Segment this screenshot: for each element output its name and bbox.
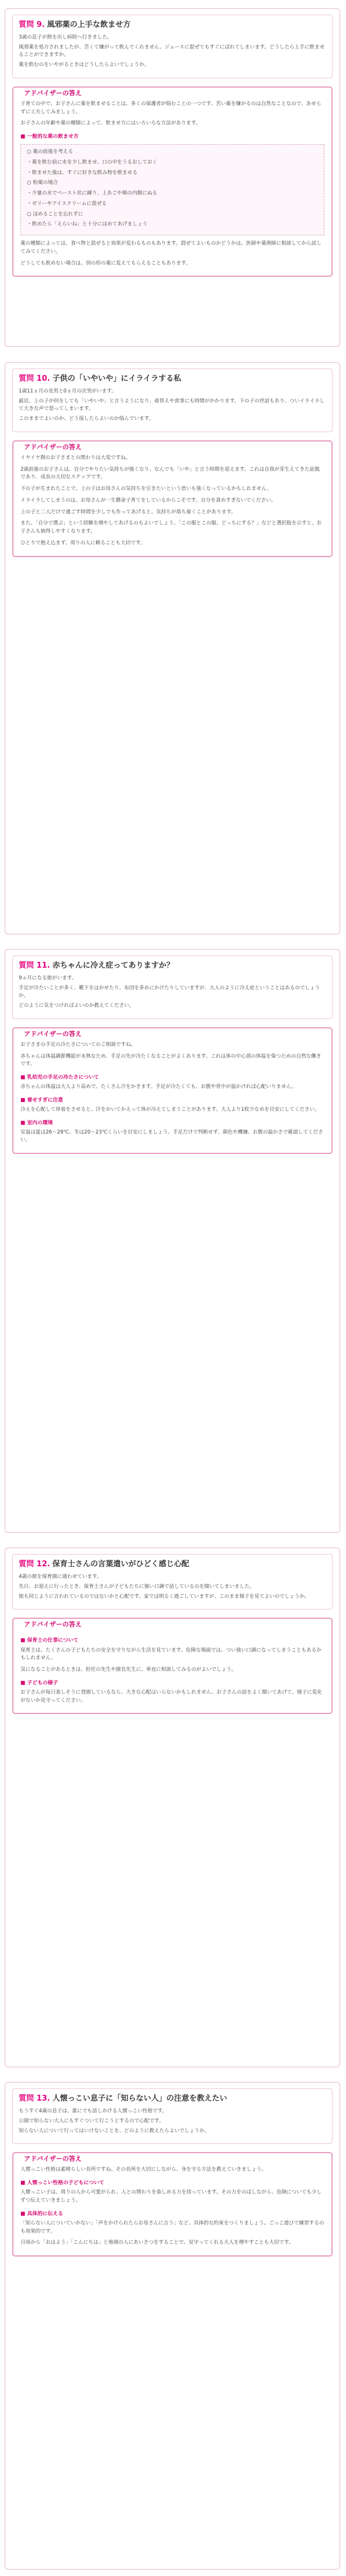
question-box (12, 15, 333, 78)
answer-box (12, 86, 333, 277)
answer-paragraph: 2歳前後のお子さんは、自分でやりたい気持ちが強くなり、なんでも「いや」と言う時期を迎えます。これは自我が芽生えてきた証拠であり、成長の大切なステップです。 (20, 466, 320, 481)
answer-heading: アドバイザーの答え (19, 1028, 86, 1039)
answer-paragraph: 冷えを心配して厚着をさせると、汗をかいてかえって体が冷えてしまうことがあります。大人より1枚少なめを目安にしてください。 (20, 1106, 320, 1113)
question-text (19, 34, 326, 69)
answer-paragraph: 上の子と二人だけで過ごす時間を少しでも作ってあげると、気持ちが落ち着くことがあります。 (20, 509, 236, 515)
answer-subheading: ■ 一般的な薬の飲ませ方 (20, 134, 79, 140)
answer-heading: アドバイザーの答え (19, 441, 86, 452)
answer-paragraph: お子さんの年齢や薬の種類によって、飲ませ方にはいろいろな方法があります。 (20, 120, 201, 127)
question-paragraph: 公園で知らない大人にもすぐついて行こうとするので心配です。 (19, 2118, 164, 2124)
answer-body (13, 99, 331, 268)
question-paragraph: 薬を飲むのをいやがるときはどうしたらよいでしょうか。 (19, 62, 150, 68)
question-paragraph: どのように気をつければよいのか教えてください。 (19, 1003, 134, 1009)
answer-paragraph: 子育ての中で、お子さんに薬を飲ませることは、多くの保護者が悩むことの一つです。苦い薬を嫌がるのは自然なことなので、あせらずに工夫してみましょう。 (20, 100, 321, 115)
tip-line: ・飲めたら「えらいね」と十分にほめてあげましょう (27, 221, 148, 228)
answer-heading: アドバイザーの答え (19, 88, 86, 98)
answer-paragraph: 薬の種類によっては、食べ物と混ぜると効果が変わるものもあります。混ぜてよいものかどうかは、医師や薬剤師に相談してから試してみてください。 (20, 241, 321, 255)
answer-subheading: ■ 人懐っこい性格の子どもについて (20, 2180, 105, 2186)
answer-paragraph: 室温は夏は26～28℃、冬は20～23℃くらいを目安にしましょう。手足だけで判断せず、顔色や機嫌、お腹の温かさで確認してください。 (20, 1129, 323, 1143)
answer-body (13, 453, 331, 548)
question-text (19, 2108, 326, 2136)
question-title-text: 子供の「いやいや」にイライラする私 (52, 374, 182, 383)
question-paragraph: 手足が冷たいことが多く、靴下をはかせたり、布団を多めにかけたりしていますが、大人のように冷え症ということはあるのでしょうか。 (19, 985, 320, 999)
answer-heading: アドバイザーの答え (19, 1619, 86, 1629)
answer-subheading: ■ 保育士の仕事について (20, 1638, 79, 1644)
tip-line: ○ ほめることを忘れずに (27, 211, 84, 217)
question-paragraph: 風邪薬を処方されましたが、苦くて嫌がって飲んでくれません。ジュースに混ぜてもすぐにばれてしまいます。どうしたら上手に飲ませることができますか。 (19, 44, 325, 58)
question-text (19, 1573, 326, 1601)
question-paragraph: 最近、上の子が何をしても「いやいや」と言うようになり、着替えや食事にも時間がかかります。下の子の世話もあり、ついイライラして大きな声で怒ってしまいます。 (19, 398, 325, 412)
question-number: 質問 11. (19, 961, 50, 970)
answer-paragraph: イヤイヤ期のお子さまとの関わりは大変ですね。 (20, 454, 131, 461)
question-paragraph: 4歳の娘を保育園に通わせています。 (19, 1573, 102, 1580)
question-box (12, 955, 333, 1019)
answer-box (12, 2152, 333, 2257)
qa-card-10 (5, 362, 340, 934)
question-title (19, 1559, 326, 1570)
answer-paragraph: 下の子が生まれたことで、上の子はお母さんの気持ちを引きたいという思いも強くなっているかもしれません。 (20, 486, 272, 492)
question-number: 質問 10. (19, 374, 50, 383)
question-paragraph: 9ヵ月になる娘がいます。 (19, 975, 77, 981)
question-paragraph: このままでよいのか、どう接したらよいのか悩んでいます。 (19, 416, 154, 422)
question-number: 質問 12. (19, 1560, 50, 1569)
answer-paragraph: 人懐っこい性格は素晴らしい長所ですね。その長所を大切にしながら、身を守る方法を教えていきましょう。 (20, 2167, 267, 2173)
answer-box (12, 440, 333, 557)
answer-body (13, 1040, 331, 1145)
tips-box (20, 144, 324, 235)
tip-line: ・飲ませた後は、すぐに好きな飲み物を飲ませる (27, 169, 138, 176)
question-paragraph: 娘も同じように言われているのではないかと心配です。家では明るく過ごしていますが、このまま様子を見てよいのでしょうか。 (19, 1594, 310, 1600)
answer-paragraph: 赤ちゃんは体温調節機能が未熟なため、手足の先が冷たくなることがよくあります。これは体の中心部の体温を保つための自然な働きです。 (20, 1053, 321, 1068)
question-title-text: 人懐っこい息子に「知らない人」の注意を教えたい (52, 2094, 227, 2103)
answer-paragraph: 人懐っこい子は、周りの人から可愛がられ、人との関わりを楽しめる力を持っています。その力をのばしながら、危険についても少しずつ伝えていきましょう。 (20, 2189, 322, 2204)
question-paragraph: 3歳の息子が熱を出し病院へ行きました。 (19, 34, 113, 40)
question-box (12, 1554, 333, 1609)
answer-paragraph: どうしても飲めない場合は、別の形の薬に変えてもらえることもあります。 (20, 260, 191, 266)
answer-paragraph: お子さんが毎日楽しそうに登園しているなら、大きな心配はいらないかもしれません。お子さんの話をよく聞いてあげて、様子に変化がないか見守ってください。 (20, 1689, 322, 1704)
qa-card-13 (5, 2082, 340, 2570)
answer-box (12, 1027, 333, 1154)
question-text (19, 975, 326, 1010)
question-paragraph: 1歳11ヵ月の長男と0ヵ月の次男がいます。 (19, 388, 117, 394)
answer-body (13, 2165, 331, 2247)
question-box (12, 2088, 333, 2144)
answer-box (12, 1618, 333, 1714)
tip-line: ・ゼリーやアイスクリームに混ぜる (27, 200, 107, 207)
answer-subheading: ■ 具体的に伝える (20, 2210, 63, 2217)
answer-paragraph: 「知らない人についていかない」「声をかけられたらお母さんに言う」など、具体的な約束をつくりましょう。ごっこ遊びで練習するのも効果的です。 (20, 2220, 324, 2234)
qa-card-11 (5, 949, 340, 1533)
question-box (12, 369, 333, 432)
answer-paragraph: お子さまの手足の冷たさについてのご相談ですね。 (20, 1041, 136, 1048)
question-title (19, 961, 326, 971)
question-paragraph: 知らない人について行ってはいけないことを、どのように教えたらよいでしょうか。 (19, 2128, 210, 2135)
answer-subheading: ■ 室内の環境 (20, 1120, 53, 1126)
answer-paragraph: イライラしてしまうのは、お母さんが一生懸命子育てをしているからこそです。自分を責めすぎないでください。 (20, 497, 276, 503)
tip-line: ○ 薬の前後を考える (27, 149, 73, 155)
tip-line: ・少量の水でペースト状に練り、上あごや頬の内側にぬる (27, 190, 158, 197)
question-text (19, 388, 326, 423)
question-paragraph: もうすぐ4歳の息子は、誰にでも話しかける人懐っこい性格です。 (19, 2108, 167, 2114)
question-number: 質問 13. (19, 2094, 50, 2103)
answer-subheading: ■ 子どもの様子 (20, 1680, 58, 1686)
tip-line: ・薬を飲む前に水を少し飲ませ、口の中をうるおしておく (27, 159, 158, 165)
answer-subheading: ■ 着せすぎに注意 (20, 1097, 63, 1103)
question-title (19, 2094, 326, 2104)
question-paragraph: 先日、お迎えに行ったとき、保育士さんが子どもたちに強い口調で話しているのを聞いてしまいました。 (19, 1583, 255, 1590)
answer-heading: アドバイザーの答え (19, 2153, 86, 2164)
question-title-text: 風邪薬の上手な飲ませ方 (47, 20, 131, 29)
qa-card-12 (5, 1548, 340, 2067)
question-title-text: 赤ちゃんに冷え症ってありますか？ (52, 961, 174, 970)
answer-paragraph: 赤ちゃんの体温は大人より高めで、たくさん汗をかきます。手足が冷たくても、お腹や背中が温かければ心配いりません。 (20, 1084, 297, 1090)
answer-body (13, 1631, 331, 1705)
question-title-text: 保育士さんの言葉遣いがひどく感じ心配 (52, 1560, 189, 1569)
answer-paragraph: ひとりで抱え込まず、周りの人に頼ることも大切です。 (20, 540, 146, 546)
question-number: 質問 9. (19, 20, 45, 29)
qa-card-9 (5, 8, 340, 347)
question-title (19, 374, 326, 384)
answer-paragraph: 気になることがあるときは、担任の先生や園長先生に、率直に相談してみるのがよいでしょう。 (20, 1667, 237, 1673)
answer-paragraph: 保育士は、たくさんの子どもたちの安全を守りながら生活を見ています。危険な場面では、つい強い口調になってしまうこともあるかもしれません。 (20, 1647, 321, 1661)
question-title (19, 20, 326, 30)
answer-paragraph: 日頃から「おはよう」「こんにちは」と地域の人にあいさつをすることで、見守ってくれる大人を増やすことも大切です。 (20, 2240, 294, 2246)
answer-paragraph: また、「自分で選ぶ」という経験を増やしてあげるのもよいでしょう。「この服とこの服、どっちにする？」などと選択肢を示すと、お子さんも納得しやすくなります。 (20, 520, 322, 535)
answer-subheading: ■ 乳幼児の手足の冷たさについて (20, 1075, 99, 1081)
tip-line: ○ 粉薬の場合 (27, 180, 58, 186)
